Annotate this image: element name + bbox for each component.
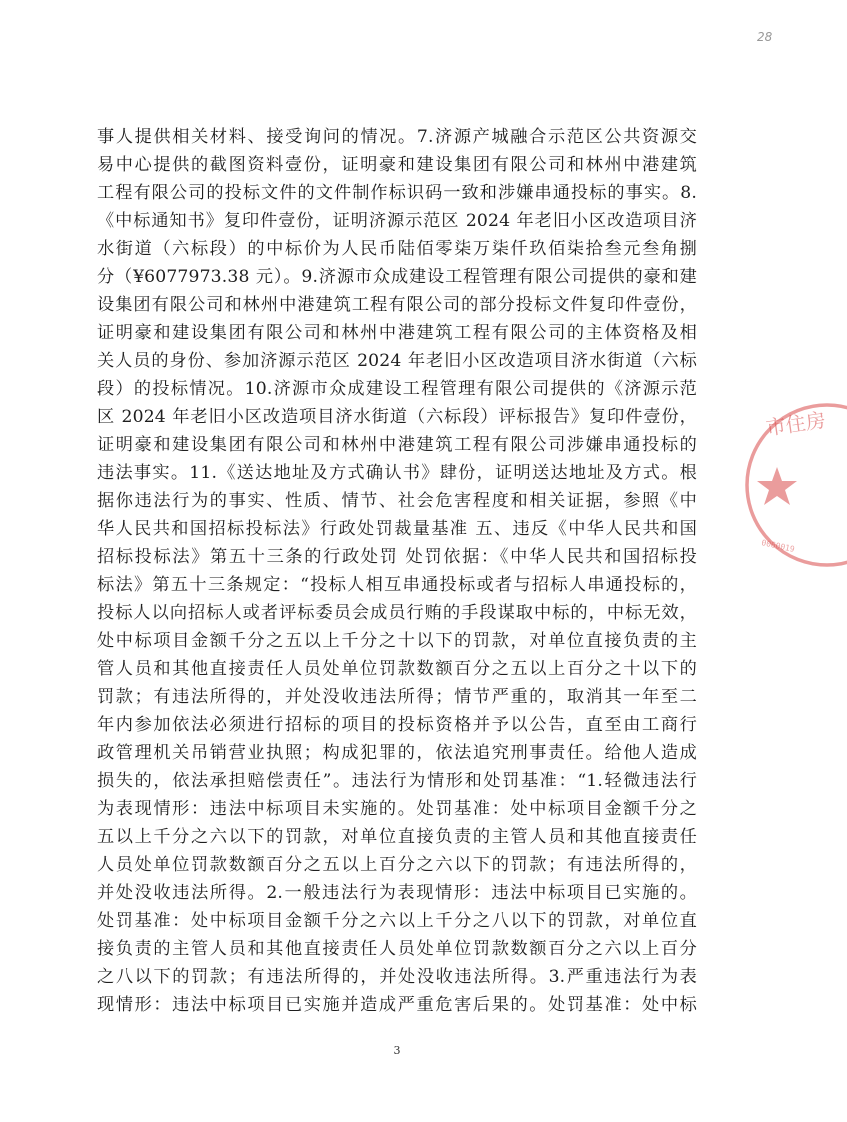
text-line: 违法事实。11.《送达地址及方式确认书》肆份，证明送达地址及方式。根 bbox=[97, 463, 697, 483]
text-line: 工程有限公司的投标文件的文件制作标识码一致和涉嫌串通投标的事实。8. bbox=[97, 183, 697, 203]
text-line: 处中标项目金额千分之五以上千分之十以下的罚款，对单位直接负责的主 bbox=[97, 631, 697, 651]
text-line: 罚款；有违法所得的，并处没收违法所得；情节严重的，取消其一年至二 bbox=[97, 687, 697, 707]
text-line: 现情形：违法中标项目已实施并造成严重危害后果的。处罚基准：处中标 bbox=[97, 995, 697, 1015]
text-line: 投标人以向招标人或者评标委员会成员行贿的手段谋取中标的，中标无效， bbox=[97, 603, 697, 623]
text-line: 管人员和其他直接责任人员处单位罚款数额百分之五以上百分之十以下的 bbox=[97, 659, 697, 679]
text-line: 据你违法行为的事实、性质、情节、社会危害程度和相关证据，参照《中 bbox=[97, 491, 697, 511]
text-line: 接负责的主管人员和其他直接责任人员处单位罚款数额百分之六以上百分 bbox=[97, 939, 697, 959]
text-line: 华人民共和国招标投标法》行政处罚裁量基准 五、违反《中华人民共和国 bbox=[97, 519, 697, 539]
text-line: 五以上千分之六以下的罚款，对单位直接负责的主管人员和其他直接责任 bbox=[97, 827, 697, 847]
text-line: 年内参加依法必须进行招标的项目的投标资格并予以公告，直至由工商行 bbox=[97, 715, 697, 735]
text-line: 事人提供相关材料、接受询问的情况。7.济源产城融合示范区公共资源交 bbox=[97, 127, 697, 147]
text-line: 处罚基准：处中标项目金额千分之六以上千分之八以下的罚款，对单位直 bbox=[97, 911, 697, 931]
text-line: 之八以下的罚款；有违法所得的，并处没收违法所得。3.严重违法行为表 bbox=[97, 967, 697, 987]
text-line: 设集团有限公司和林州中港建筑工程有限公司的部分投标文件复印件壹份， bbox=[97, 295, 697, 315]
text-line: 分（¥6077973.38 元）。9.济源市众成建设工程管理有限公司提供的豪和建 bbox=[97, 267, 697, 287]
text-line: 段）的投标情况。10.济源市众成建设工程管理有限公司提供的《济源示范 bbox=[97, 379, 697, 399]
official-seal bbox=[727, 395, 847, 575]
seal-star-icon bbox=[757, 467, 797, 505]
text-line: 区 2024 年老旧小区改造项目济水街道（六标段）评标报告》复印件壹份， bbox=[97, 407, 697, 427]
archive-page-mark: 28 bbox=[757, 30, 773, 44]
text-line: 水街道（六标段）的中标价为人民币陆佰零柒万柒仟玖佰柒拾叁元叁角捌 bbox=[97, 239, 697, 259]
seal-code: 0060019 bbox=[760, 538, 796, 554]
text-line: 证明豪和建设集团有限公司和林州中港建筑工程有限公司的主体资格及相 bbox=[97, 323, 697, 343]
text-line: 损失的，依法承担赔偿责任”。违法行为情形和处罚基准：“1.轻微违法行 bbox=[97, 771, 697, 791]
text-line: 《中标通知书》复印件壹份，证明济源示范区 2024 年老旧小区改造项目济 bbox=[97, 211, 697, 231]
text-line: 易中心提供的截图资料壹份，证明豪和建设集团有限公司和林州中港建筑 bbox=[97, 155, 697, 175]
text-line: 招标投标法》第五十三条的行政处罚 处罚依据：《中华人民共和国招标投 bbox=[97, 547, 697, 567]
seal-text: 市住房 bbox=[764, 407, 828, 440]
text-line: 关人员的身份、参加济源示范区 2024 年老旧小区改造项目济水街道（六标 bbox=[97, 351, 697, 371]
text-line: 标法》第五十三条规定：“投标人相互串通投标或者与招标人串通投标的， bbox=[97, 575, 697, 595]
text-line: 政管理机关吊销营业执照；构成犯罪的，依法追究刑事责任。给他人造成 bbox=[97, 743, 697, 763]
page-number: 3 bbox=[393, 1044, 401, 1057]
text-line: 人员处单位罚款数额百分之五以上百分之六以下的罚款；有违法所得的， bbox=[97, 855, 697, 875]
text-line: 并处没收违法所得。2.一般违法行为表现情形：违法中标项目已实施的。 bbox=[97, 883, 697, 903]
text-line: 证明豪和建设集团有限公司和林州中港建筑工程有限公司涉嫌串通投标的 bbox=[97, 435, 697, 455]
text-line: 为表现情形：违法中标项目未实施的。处罚基准：处中标项目金额千分之 bbox=[97, 799, 697, 819]
